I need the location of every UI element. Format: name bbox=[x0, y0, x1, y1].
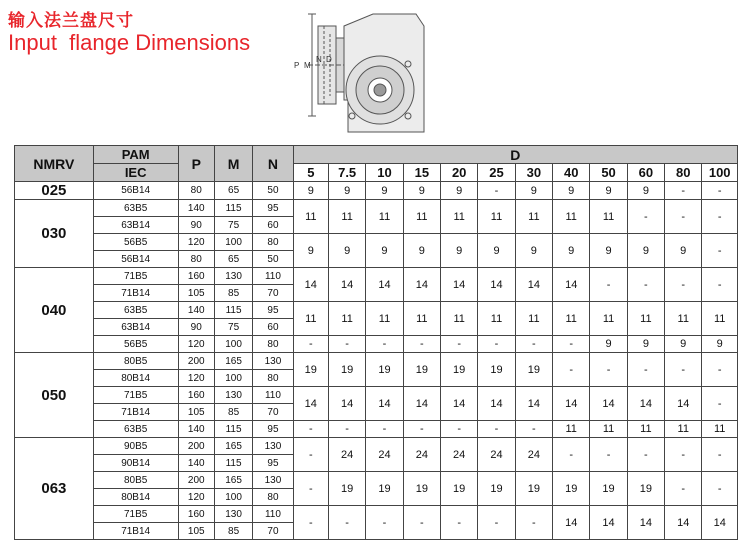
cell-d-value: 14 bbox=[478, 268, 515, 302]
cell-n: 70 bbox=[253, 285, 293, 302]
cell-n: 80 bbox=[253, 489, 293, 506]
cell-d-value: 9 bbox=[590, 234, 627, 268]
cell-m: 65 bbox=[214, 251, 252, 268]
model-size: 063 bbox=[15, 438, 94, 540]
cell-d-value: 19 bbox=[478, 353, 515, 387]
cell-p: 90 bbox=[178, 217, 214, 234]
cell-d-value: 11 bbox=[478, 200, 515, 234]
cell-d-value: - bbox=[665, 472, 702, 506]
cell-iec: 71B5 bbox=[93, 387, 178, 404]
header-d-col: 10 bbox=[366, 164, 403, 182]
cell-d-value: - bbox=[702, 472, 738, 506]
cell-d-value: - bbox=[702, 182, 738, 200]
cell-d-value: 11 bbox=[702, 421, 738, 438]
dim-label-m: M bbox=[304, 61, 311, 70]
cell-d-value: 19 bbox=[441, 472, 478, 506]
cell-d-value: - bbox=[441, 506, 478, 540]
cell-d-value: - bbox=[702, 353, 738, 387]
cell-d-value: - bbox=[293, 421, 328, 438]
cell-n: 95 bbox=[253, 302, 293, 319]
header-d-col: 20 bbox=[441, 164, 478, 182]
cell-d-value: - bbox=[702, 234, 738, 268]
cell-p: 160 bbox=[178, 387, 214, 404]
cell-d-value: 9 bbox=[553, 234, 590, 268]
cell-iec: 56B14 bbox=[93, 182, 178, 200]
cell-d-value: 19 bbox=[590, 472, 627, 506]
cell-d-value: 11 bbox=[627, 421, 664, 438]
cell-p: 140 bbox=[178, 421, 214, 438]
cell-d-value: 11 bbox=[627, 302, 664, 336]
cell-d-value: 24 bbox=[328, 438, 365, 472]
cell-p: 160 bbox=[178, 506, 214, 523]
cell-d-value: 9 bbox=[590, 336, 627, 353]
table-row bbox=[15, 268, 738, 285]
cell-d-value: - bbox=[366, 421, 403, 438]
cell-d-value: 9 bbox=[293, 182, 328, 200]
cell-d-value: 14 bbox=[366, 387, 403, 421]
cell-iec: 71B14 bbox=[93, 285, 178, 302]
cell-d-value: 11 bbox=[403, 200, 440, 234]
cell-d-value: - bbox=[366, 336, 403, 353]
cell-d-value: 14 bbox=[441, 268, 478, 302]
cell-iec: 56B5 bbox=[93, 234, 178, 251]
cell-d-value: 9 bbox=[627, 182, 664, 200]
cell-d-value: - bbox=[665, 182, 702, 200]
cell-d-value: 11 bbox=[441, 302, 478, 336]
table-row bbox=[15, 438, 738, 455]
cell-iec: 63B14 bbox=[93, 217, 178, 234]
cell-d-value: 14 bbox=[293, 387, 328, 421]
cell-d-value: 11 bbox=[553, 200, 590, 234]
cell-d-value: 14 bbox=[627, 387, 664, 421]
cell-d-value: - bbox=[627, 353, 664, 387]
title-chinese: 输入法兰盘尺寸 bbox=[8, 11, 134, 31]
table-row bbox=[15, 421, 738, 438]
cell-m: 85 bbox=[214, 404, 252, 421]
cell-d-value: 19 bbox=[441, 353, 478, 387]
cell-d-value: - bbox=[515, 421, 552, 438]
cell-d-value: 9 bbox=[366, 234, 403, 268]
cell-d-value: - bbox=[553, 336, 590, 353]
cell-d-value: 14 bbox=[553, 268, 590, 302]
cell-d-value: - bbox=[403, 506, 440, 540]
cell-iec: 71B5 bbox=[93, 506, 178, 523]
cell-d-value: - bbox=[515, 336, 552, 353]
cell-d-value: - bbox=[478, 336, 515, 353]
cell-d-value: 19 bbox=[515, 353, 552, 387]
cell-m: 130 bbox=[214, 506, 252, 523]
cell-d-value: 11 bbox=[441, 200, 478, 234]
model-size: 025 bbox=[15, 182, 94, 200]
cell-iec: 80B14 bbox=[93, 370, 178, 387]
cell-m: 165 bbox=[214, 438, 252, 455]
cell-d-value: 14 bbox=[515, 268, 552, 302]
cell-d-value: - bbox=[478, 182, 515, 200]
cell-d-value: 9 bbox=[328, 234, 365, 268]
cell-d-value: 19 bbox=[515, 472, 552, 506]
cell-n: 130 bbox=[253, 472, 293, 489]
cell-d-value: 11 bbox=[478, 302, 515, 336]
cell-d-value: 11 bbox=[366, 200, 403, 234]
cell-d-value: - bbox=[665, 200, 702, 234]
cell-d-value: - bbox=[665, 438, 702, 472]
cell-d-value: 24 bbox=[441, 438, 478, 472]
header-pam: PAM bbox=[93, 146, 178, 164]
cell-m: 100 bbox=[214, 370, 252, 387]
cell-d-value: 9 bbox=[702, 336, 738, 353]
table-row bbox=[15, 200, 738, 217]
cell-m: 85 bbox=[214, 285, 252, 302]
cell-d-value: - bbox=[441, 336, 478, 353]
cell-n: 80 bbox=[253, 336, 293, 353]
table-row bbox=[15, 353, 738, 370]
cell-d-value: 14 bbox=[590, 506, 627, 540]
cell-iec: 90B14 bbox=[93, 455, 178, 472]
cell-p: 200 bbox=[178, 438, 214, 455]
cell-d-value: 14 bbox=[441, 387, 478, 421]
cell-m: 65 bbox=[214, 182, 252, 200]
cell-d-value: 24 bbox=[366, 438, 403, 472]
cell-m: 75 bbox=[214, 319, 252, 336]
cell-p: 90 bbox=[178, 319, 214, 336]
cell-m: 100 bbox=[214, 234, 252, 251]
cell-m: 100 bbox=[214, 336, 252, 353]
cell-d-value: 19 bbox=[478, 472, 515, 506]
cell-d-value: 9 bbox=[441, 182, 478, 200]
cell-d-value: - bbox=[293, 472, 328, 506]
cell-d-value: 19 bbox=[293, 353, 328, 387]
cell-n: 80 bbox=[253, 234, 293, 251]
cell-d-value: 14 bbox=[478, 387, 515, 421]
cell-d-value: 14 bbox=[665, 506, 702, 540]
cell-d-value: - bbox=[403, 336, 440, 353]
cell-p: 140 bbox=[178, 302, 214, 319]
cell-d-value: 9 bbox=[665, 336, 702, 353]
cell-d-value: 11 bbox=[665, 302, 702, 336]
cell-p: 200 bbox=[178, 472, 214, 489]
header-d-col: 15 bbox=[403, 164, 440, 182]
cell-iec: 63B5 bbox=[93, 200, 178, 217]
cell-d-value: 9 bbox=[627, 336, 664, 353]
cell-m: 75 bbox=[214, 217, 252, 234]
cell-d-value: - bbox=[441, 421, 478, 438]
cell-d-value: 19 bbox=[328, 472, 365, 506]
cell-d-value: 14 bbox=[328, 268, 365, 302]
cell-d-value: 9 bbox=[403, 234, 440, 268]
cell-d-value: 14 bbox=[293, 268, 328, 302]
cell-d-value: 11 bbox=[293, 302, 328, 336]
cell-m: 100 bbox=[214, 489, 252, 506]
cell-d-value: - bbox=[702, 387, 738, 421]
cell-d-value: 9 bbox=[328, 182, 365, 200]
cell-d-value: 14 bbox=[366, 268, 403, 302]
cell-d-value: 19 bbox=[403, 472, 440, 506]
dim-label-p: P bbox=[294, 61, 300, 70]
cell-n: 95 bbox=[253, 200, 293, 217]
cell-d-value: - bbox=[293, 506, 328, 540]
header-d-col: 25 bbox=[478, 164, 515, 182]
cell-d-value: - bbox=[590, 353, 627, 387]
cell-d-value: - bbox=[590, 438, 627, 472]
cell-n: 95 bbox=[253, 421, 293, 438]
cell-d-value: - bbox=[328, 421, 365, 438]
cell-d-value: 9 bbox=[665, 234, 702, 268]
header-iec: IEC bbox=[93, 164, 178, 182]
cell-d-value: 9 bbox=[293, 234, 328, 268]
cell-d-value: 14 bbox=[627, 506, 664, 540]
cell-p: 80 bbox=[178, 251, 214, 268]
cell-d-value: 14 bbox=[665, 387, 702, 421]
cell-d-value: 24 bbox=[515, 438, 552, 472]
header-n: N bbox=[253, 146, 293, 182]
cell-d-value: - bbox=[478, 421, 515, 438]
cell-d-value: 14 bbox=[553, 506, 590, 540]
cell-m: 130 bbox=[214, 387, 252, 404]
cell-d-value: - bbox=[403, 421, 440, 438]
dim-label-d: D bbox=[326, 55, 332, 64]
cell-d-value: - bbox=[627, 200, 664, 234]
cell-d-value: 24 bbox=[478, 438, 515, 472]
cell-m: 130 bbox=[214, 268, 252, 285]
header-d-col: 7.5 bbox=[328, 164, 365, 182]
cell-iec: 80B14 bbox=[93, 489, 178, 506]
cell-d-value: 9 bbox=[553, 182, 590, 200]
cell-d-value: 9 bbox=[515, 234, 552, 268]
cell-n: 70 bbox=[253, 404, 293, 421]
cell-d-value: 9 bbox=[515, 182, 552, 200]
cell-iec: 80B5 bbox=[93, 472, 178, 489]
cell-d-value: 11 bbox=[328, 302, 365, 336]
cell-d-value: 11 bbox=[590, 421, 627, 438]
cell-n: 110 bbox=[253, 387, 293, 404]
cell-p: 160 bbox=[178, 268, 214, 285]
cell-d-value: 19 bbox=[403, 353, 440, 387]
cell-d-value: 14 bbox=[403, 268, 440, 302]
cell-d-value: - bbox=[293, 438, 328, 472]
cell-d-value: 19 bbox=[627, 472, 664, 506]
cell-n: 50 bbox=[253, 251, 293, 268]
cell-d-value: 19 bbox=[366, 472, 403, 506]
cell-d-value: - bbox=[366, 506, 403, 540]
cell-n: 130 bbox=[253, 353, 293, 370]
model-size: 040 bbox=[15, 268, 94, 353]
cell-d-value: 14 bbox=[590, 387, 627, 421]
cell-d-value: 11 bbox=[553, 302, 590, 336]
table-row bbox=[15, 182, 738, 200]
cell-d-value: 11 bbox=[366, 302, 403, 336]
cell-m: 165 bbox=[214, 353, 252, 370]
header-d-col: 60 bbox=[627, 164, 664, 182]
cell-d-value: - bbox=[293, 336, 328, 353]
cell-d-value: 9 bbox=[441, 234, 478, 268]
table-row bbox=[15, 506, 738, 523]
cell-p: 105 bbox=[178, 404, 214, 421]
header-d: D bbox=[293, 146, 737, 164]
cell-n: 80 bbox=[253, 370, 293, 387]
header-d-col: 40 bbox=[553, 164, 590, 182]
cell-d-value: - bbox=[478, 506, 515, 540]
cell-n: 60 bbox=[253, 217, 293, 234]
header-d-col: 50 bbox=[590, 164, 627, 182]
table-row bbox=[15, 336, 738, 353]
cell-m: 165 bbox=[214, 472, 252, 489]
cell-p: 120 bbox=[178, 489, 214, 506]
cell-d-value: - bbox=[702, 200, 738, 234]
cell-d-value: 19 bbox=[366, 353, 403, 387]
cell-d-value: 11 bbox=[702, 302, 738, 336]
cell-d-value: 11 bbox=[403, 302, 440, 336]
cell-m: 115 bbox=[214, 455, 252, 472]
cell-d-value: 24 bbox=[403, 438, 440, 472]
cell-iec: 56B14 bbox=[93, 251, 178, 268]
cell-n: 95 bbox=[253, 455, 293, 472]
cell-d-value: 11 bbox=[515, 302, 552, 336]
cell-d-value: 14 bbox=[515, 387, 552, 421]
cell-d-value: - bbox=[627, 268, 664, 302]
cell-d-value: - bbox=[515, 506, 552, 540]
table-row bbox=[15, 472, 738, 489]
cell-d-value: 11 bbox=[328, 200, 365, 234]
cell-d-value: 19 bbox=[328, 353, 365, 387]
cell-iec: 71B14 bbox=[93, 404, 178, 421]
cell-d-value: 11 bbox=[553, 421, 590, 438]
cell-d-value: 19 bbox=[553, 472, 590, 506]
cell-d-value: - bbox=[665, 353, 702, 387]
cell-m: 115 bbox=[214, 302, 252, 319]
cell-iec: 71B14 bbox=[93, 523, 178, 540]
cell-n: 70 bbox=[253, 523, 293, 540]
cell-d-value: 9 bbox=[403, 182, 440, 200]
cell-d-value: 9 bbox=[478, 234, 515, 268]
cell-d-value: 9 bbox=[366, 182, 403, 200]
cell-d-value: - bbox=[665, 268, 702, 302]
cell-d-value: 14 bbox=[702, 506, 738, 540]
header-d-col: 5 bbox=[293, 164, 328, 182]
header-d-col: 80 bbox=[665, 164, 702, 182]
cell-d-value: 11 bbox=[590, 200, 627, 234]
cell-p: 140 bbox=[178, 455, 214, 472]
cell-p: 140 bbox=[178, 200, 214, 217]
cell-p: 200 bbox=[178, 353, 214, 370]
table-row bbox=[15, 234, 738, 251]
cell-iec: 63B5 bbox=[93, 421, 178, 438]
cell-d-value: - bbox=[553, 438, 590, 472]
cell-p: 80 bbox=[178, 182, 214, 200]
model-size: 030 bbox=[15, 200, 94, 268]
cell-n: 50 bbox=[253, 182, 293, 200]
cell-p: 120 bbox=[178, 234, 214, 251]
cell-d-value: 14 bbox=[403, 387, 440, 421]
cell-p: 105 bbox=[178, 523, 214, 540]
cell-n: 110 bbox=[253, 506, 293, 523]
cell-iec: 80B5 bbox=[93, 353, 178, 370]
cell-iec: 63B5 bbox=[93, 302, 178, 319]
cell-d-value: 14 bbox=[328, 387, 365, 421]
header-m: M bbox=[214, 146, 252, 182]
header-d-col: 30 bbox=[515, 164, 552, 182]
cell-d-value: 11 bbox=[293, 200, 328, 234]
cell-d-value: - bbox=[328, 506, 365, 540]
cell-d-value: 11 bbox=[590, 302, 627, 336]
dim-label-n: N bbox=[316, 55, 322, 64]
cell-d-value: 11 bbox=[515, 200, 552, 234]
flange-drawing bbox=[268, 4, 448, 142]
cell-n: 130 bbox=[253, 438, 293, 455]
table-row bbox=[15, 387, 738, 404]
cell-d-value: - bbox=[627, 438, 664, 472]
cell-p: 120 bbox=[178, 336, 214, 353]
header-d-col: 100 bbox=[702, 164, 738, 182]
cell-iec: 71B5 bbox=[93, 268, 178, 285]
header-nmrv: NMRV bbox=[15, 146, 94, 182]
cell-d-value: - bbox=[328, 336, 365, 353]
cell-m: 115 bbox=[214, 200, 252, 217]
model-size: 050 bbox=[15, 353, 94, 438]
cell-d-value: - bbox=[590, 268, 627, 302]
cell-d-value: - bbox=[702, 438, 738, 472]
cell-p: 105 bbox=[178, 285, 214, 302]
cell-d-value: - bbox=[702, 268, 738, 302]
cell-iec: 63B14 bbox=[93, 319, 178, 336]
cell-m: 115 bbox=[214, 421, 252, 438]
cell-p: 120 bbox=[178, 370, 214, 387]
cell-d-value: 9 bbox=[590, 182, 627, 200]
header-p: P bbox=[178, 146, 214, 182]
dimensions-table bbox=[14, 145, 738, 540]
cell-m: 85 bbox=[214, 523, 252, 540]
cell-d-value: 11 bbox=[665, 421, 702, 438]
cell-d-value: 9 bbox=[627, 234, 664, 268]
cell-n: 60 bbox=[253, 319, 293, 336]
cell-n: 110 bbox=[253, 268, 293, 285]
cell-d-value: 14 bbox=[553, 387, 590, 421]
cell-d-value: - bbox=[553, 353, 590, 387]
cell-iec: 90B5 bbox=[93, 438, 178, 455]
title-english: Input flange Dimensions bbox=[8, 30, 251, 55]
table-row bbox=[15, 302, 738, 319]
cell-iec: 56B5 bbox=[93, 336, 178, 353]
